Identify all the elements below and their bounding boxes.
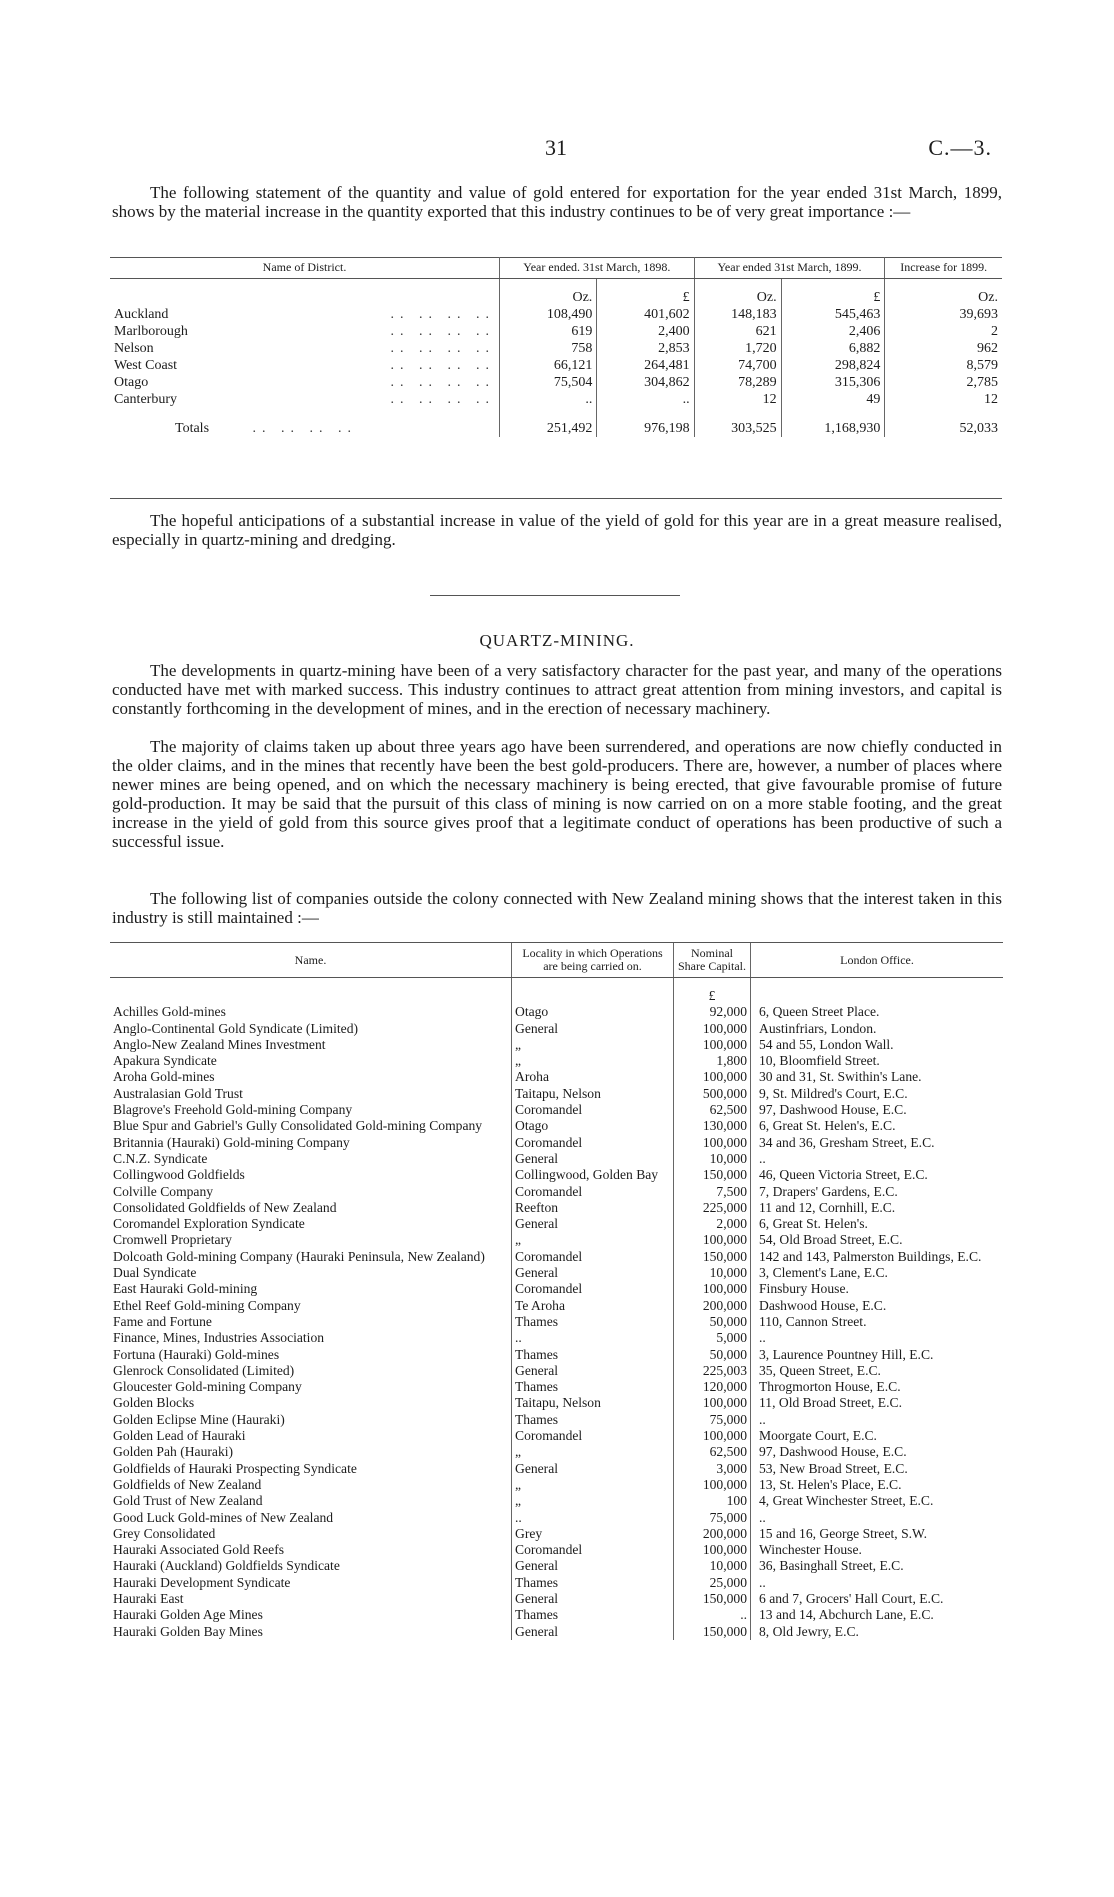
body-paragraph: The following list of companies outside the colony connected with New Zealand mining shows that the interest taken in this industry is still maintained :—	[112, 889, 1002, 927]
company-capital: 500,000	[674, 1086, 751, 1102]
company-locality: Coromandel	[512, 1184, 674, 1200]
company-locality: Te Aroha	[512, 1298, 674, 1314]
company-name: Anglo-New Zealand Mines Investment	[113, 1036, 326, 1052]
value-cell: 2,406	[781, 323, 885, 340]
company-office: 53, New Broad Street, E.C.	[751, 1461, 1004, 1477]
company-name: Anglo-Continental Gold Syndicate (Limited)	[113, 1020, 359, 1036]
value-cell: 78,289	[694, 374, 781, 391]
company-locality: General	[512, 1021, 674, 1037]
total-oz-1899: 303,525	[694, 408, 781, 437]
table-row	[110, 1477, 1003, 1493]
hopeful-paragraph: The hopeful anticipations of a substantial increase in value of the yield of gold for this year are in a great measure realised, especially in quartz-mining and dredging.	[112, 511, 1002, 549]
unit-oz: Oz.	[500, 289, 597, 306]
company-office: 8, Old Jewry, E.C.	[751, 1624, 1004, 1640]
table-row	[110, 1167, 1003, 1183]
company-locality: Coromandel	[512, 1249, 674, 1265]
company-locality: General	[512, 1558, 674, 1574]
company-office: 6, Great St. Helen's, E.C.	[751, 1118, 1004, 1134]
company-capital: 50,000	[674, 1347, 751, 1363]
company-office: 11, Old Broad Street, E.C.	[751, 1395, 1004, 1411]
leader-dots: .. .. .. ..	[390, 375, 495, 390]
company-name: Hauraki Associated Gold Reefs	[113, 1542, 285, 1558]
company-capital: 1,800	[674, 1053, 751, 1069]
table-row	[110, 1118, 1003, 1134]
company-capital: 62,500	[674, 1102, 751, 1118]
district-cell	[110, 391, 500, 408]
district-cell	[110, 357, 500, 374]
value-cell: 66,121	[500, 357, 597, 374]
table-row	[110, 1363, 1003, 1379]
table-row	[110, 340, 1002, 357]
company-capital: ..	[674, 1607, 751, 1623]
table-row	[110, 1249, 1003, 1265]
district-cell	[110, 374, 500, 391]
company-office: 30 and 31, St. Swithin's Lane.	[751, 1069, 1004, 1085]
company-office: ..	[751, 1330, 1004, 1346]
company-capital: 3,000	[674, 1461, 751, 1477]
table-row	[110, 374, 1002, 391]
column-header-increase: Increase for 1899.	[885, 257, 1002, 279]
body-paragraph: The developments in quartz-mining have been of a very satisfactory character for the past year, and many of the operations conducted have met with marked success. This industry continues to attract great attention from mining investors, and capital is constantly forthcoming in the development of mines, and in the erection of necessary machinery.	[112, 661, 1002, 718]
table-row	[110, 1624, 1003, 1640]
value-cell: 2,785	[885, 374, 1002, 391]
total-increase: 52,033	[885, 408, 1002, 437]
company-name: Goldfields of Hauraki Prospecting Syndicate	[113, 1460, 357, 1476]
table-row	[110, 1510, 1003, 1526]
company-name: Collingwood Goldfields	[113, 1167, 245, 1183]
table-row	[110, 1232, 1003, 1248]
company-capital: 150,000	[674, 1591, 751, 1607]
table-row	[110, 1265, 1003, 1281]
value-cell: 12	[694, 391, 781, 408]
value-cell: 2,853	[597, 340, 694, 357]
table-row	[110, 1216, 1003, 1232]
units-row	[110, 289, 1002, 306]
column-header-locality: Locality in which Operations are being carried on.	[512, 943, 674, 978]
company-office: Winchester House.	[751, 1542, 1004, 1558]
company-name: Gloucester Gold-mining Company	[113, 1379, 302, 1395]
company-locality: General	[512, 1591, 674, 1607]
value-cell: 75,504	[500, 374, 597, 391]
company-name: Golden Pah (Hauraki)	[113, 1444, 234, 1460]
leader-dots: .. .. .. ..	[390, 341, 495, 356]
table-row	[110, 1558, 1003, 1574]
company-office: 10, Bloomfield Street.	[751, 1053, 1004, 1069]
value-cell: 962	[885, 340, 1002, 357]
company-locality: „	[512, 1232, 674, 1248]
company-capital: 10,000	[674, 1558, 751, 1574]
company-office: 54 and 55, London Wall.	[751, 1037, 1004, 1053]
company-locality: Coromandel	[512, 1542, 674, 1558]
company-locality: Otago	[512, 1004, 674, 1020]
company-office: Finsbury House.	[751, 1281, 1004, 1297]
table-row	[110, 1298, 1003, 1314]
body-paragraph: The majority of claims taken up about three years ago have been surrendered, and operations are now chiefly conducted in the older claims, and in the mines that recently have been the best gold-producers. There are, however, a number of places where newer mines are being opened, and on which the necessary machinery is being erected, that give favourable promise of future gold-production. It may be said that the pursuit of this class of mining is now carried on on a more stable footing, and the great increase in the yield of gold from this source gives proof that a legitimate conduct of operations has been productive of such a successful issue.	[112, 737, 1002, 851]
district-name: West Coast	[114, 358, 178, 373]
unit-pound: £	[781, 289, 885, 306]
value-cell: 315,306	[781, 374, 885, 391]
company-capital: 200,000	[674, 1526, 751, 1542]
company-locality: Coromandel	[512, 1102, 674, 1118]
district-name: Nelson	[114, 341, 154, 356]
company-office: 13, St. Helen's Place, E.C.	[751, 1477, 1004, 1493]
company-name: Dolcoath Gold-mining Company (Hauraki Peninsula, New Zealand)	[113, 1248, 485, 1264]
table-row	[110, 306, 1002, 323]
table-row	[110, 1493, 1003, 1509]
company-locality: „	[512, 1037, 674, 1053]
table-row	[110, 1102, 1003, 1118]
company-office: 9, St. Mildred's Court, E.C.	[751, 1086, 1004, 1102]
company-capital: 225,003	[674, 1363, 751, 1379]
table-row	[110, 1575, 1003, 1591]
company-capital: 100	[674, 1493, 751, 1509]
company-locality: Thames	[512, 1379, 674, 1395]
company-name: Hauraki (Auckland) Goldfields Syndicate	[113, 1558, 340, 1574]
company-name: Finance, Mines, Industries Association	[113, 1330, 325, 1346]
table-row	[110, 357, 1002, 374]
company-capital: 150,000	[674, 1624, 751, 1640]
total-oz-1898: 251,492	[500, 408, 597, 437]
company-capital: 100,000	[674, 1281, 751, 1297]
section-divider	[430, 595, 680, 596]
company-locality: Coromandel	[512, 1428, 674, 1444]
value-cell: 74,700	[694, 357, 781, 374]
company-office: ..	[751, 1575, 1004, 1591]
company-name: Ethel Reef Gold-mining Company	[113, 1297, 301, 1313]
company-name: Hauraki Golden Age Mines	[113, 1607, 263, 1623]
totals-row: Totals .. .. .. .. 251,492 976,198 303,525 1,168,930 52,033	[110, 408, 1002, 437]
company-name: Fortuna (Hauraki) Gold-mines	[113, 1346, 280, 1362]
company-office: 97, Dashwood House, E.C.	[751, 1444, 1004, 1460]
company-name: Blagrove's Freehold Gold-mining Company	[113, 1102, 353, 1118]
company-capital: 100,000	[674, 1542, 751, 1558]
unit-oz: Oz.	[885, 289, 1002, 306]
company-capital: 130,000	[674, 1118, 751, 1134]
company-capital: 10,000	[674, 1151, 751, 1167]
company-office: 36, Basinghall Street, E.C.	[751, 1558, 1004, 1574]
company-office: 110, Cannon Street.	[751, 1314, 1004, 1330]
leader-dots: .. .. .. ..	[390, 358, 495, 373]
company-locality: Thames	[512, 1412, 674, 1428]
district-cell	[110, 323, 500, 340]
page-reference: C.—3.	[928, 135, 992, 160]
company-capital: 150,000	[674, 1249, 751, 1265]
company-capital: 5,000	[674, 1330, 751, 1346]
district-name: Marlborough	[114, 324, 188, 339]
company-locality: Taitapu, Nelson	[512, 1086, 674, 1102]
company-locality: Reefton	[512, 1200, 674, 1216]
company-locality: Aroha	[512, 1069, 674, 1085]
table-row	[110, 1347, 1003, 1363]
company-name: Coromandel Exploration Syndicate	[113, 1216, 305, 1232]
column-header-district: Name of District.	[110, 257, 500, 279]
value-cell: 545,463	[781, 306, 885, 323]
company-office: 6, Queen Street Place.	[751, 1004, 1004, 1020]
table-row	[110, 1412, 1003, 1428]
company-name: Golden Blocks	[113, 1395, 195, 1411]
company-office: 6, Great St. Helen's.	[751, 1216, 1004, 1232]
company-office: Dashwood House, E.C.	[751, 1298, 1004, 1314]
table-row	[110, 1428, 1003, 1444]
table-row	[110, 323, 1002, 340]
value-cell: 108,490	[500, 306, 597, 323]
value-cell: ..	[500, 391, 597, 408]
company-locality: Collingwood, Golden Bay	[512, 1167, 674, 1183]
capital-unit-row	[110, 988, 1003, 1004]
company-capital: 100,000	[674, 1428, 751, 1444]
leader-dots: .. .. .. ..	[390, 392, 495, 407]
value-cell: 298,824	[781, 357, 885, 374]
company-capital: 25,000	[674, 1575, 751, 1591]
company-locality: Otago	[512, 1118, 674, 1134]
table-row	[110, 1053, 1003, 1069]
company-locality: Thames	[512, 1575, 674, 1591]
company-locality: Grey	[512, 1526, 674, 1542]
company-capital: 100,000	[674, 1477, 751, 1493]
company-office: 15 and 16, George Street, S.W.	[751, 1526, 1004, 1542]
table-bottom-rule	[110, 498, 1002, 499]
company-capital: 100,000	[674, 1232, 751, 1248]
table-row	[110, 1461, 1003, 1477]
value-cell: 6,882	[781, 340, 885, 357]
company-locality: Thames	[512, 1347, 674, 1363]
table-row	[110, 1607, 1003, 1623]
column-header-name: Name.	[110, 943, 512, 978]
value-cell: 619	[500, 323, 597, 340]
company-capital: 150,000	[674, 1167, 751, 1183]
company-capital: 120,000	[674, 1379, 751, 1395]
company-office: 3, Clement's Lane, E.C.	[751, 1265, 1004, 1281]
page-number: 31	[545, 135, 567, 160]
company-office: 97, Dashwood House, E.C.	[751, 1102, 1004, 1118]
company-name: Colville Company	[113, 1183, 214, 1199]
value-cell: 2	[885, 323, 1002, 340]
table-row	[110, 1021, 1003, 1037]
company-office: 46, Queen Victoria Street, E.C.	[751, 1167, 1004, 1183]
company-capital: 100,000	[674, 1069, 751, 1085]
table-row	[110, 1542, 1003, 1558]
company-name: Apakura Syndicate	[113, 1053, 217, 1069]
column-header-1898: Year ended. 31st March, 1898.	[500, 257, 695, 279]
company-name: Britannia (Hauraki) Gold-mining Company	[113, 1134, 350, 1150]
table-row	[110, 1281, 1003, 1297]
total-value-1898: 976,198	[597, 408, 694, 437]
company-office: 11 and 12, Cornhill, E.C.	[751, 1200, 1004, 1216]
company-locality: General	[512, 1265, 674, 1281]
value-cell: 39,693	[885, 306, 1002, 323]
district-name: Canterbury	[114, 392, 177, 407]
company-office: 4, Great Winchester Street, E.C.	[751, 1493, 1004, 1509]
company-name: Goldfields of New Zealand	[113, 1476, 262, 1492]
company-office: 54, Old Broad Street, E.C.	[751, 1232, 1004, 1248]
value-cell: 8,579	[885, 357, 1002, 374]
company-locality: „	[512, 1493, 674, 1509]
table-row	[110, 1086, 1003, 1102]
table-row	[110, 1444, 1003, 1460]
company-locality: General	[512, 1624, 674, 1640]
table-row	[110, 1037, 1003, 1053]
company-name: Aroha Gold-mines	[113, 1069, 215, 1085]
company-locality: General	[512, 1151, 674, 1167]
totals-label: Totals	[175, 421, 210, 436]
company-capital: 100,000	[674, 1395, 751, 1411]
district-name: Otago	[114, 375, 149, 390]
company-office: ..	[751, 1151, 1004, 1167]
value-cell: ..	[597, 391, 694, 408]
value-cell: 12	[885, 391, 1002, 408]
intro-paragraph: The following statement of the quantity and value of gold entered for exportation for the year ended 31st March, 1899, shows by the material increase in the quantity exported that this industry continues to be of very great importance :—	[112, 183, 1002, 221]
company-locality: Taitapu, Nelson	[512, 1395, 674, 1411]
company-locality: Thames	[512, 1314, 674, 1330]
company-capital: 225,000	[674, 1200, 751, 1216]
company-office: 142 and 143, Palmerston Buildings, E.C.	[751, 1249, 1004, 1265]
company-name: Blue Spur and Gabriel's Gully Consolidated Gold-mining Company	[113, 1118, 483, 1134]
company-locality: ..	[512, 1330, 674, 1346]
company-capital: 50,000	[674, 1314, 751, 1330]
company-office: Moorgate Court, E.C.	[751, 1428, 1004, 1444]
table-row	[110, 1151, 1003, 1167]
company-locality: ..	[512, 1510, 674, 1526]
table-row	[110, 1330, 1003, 1346]
company-office: 13 and 14, Abchurch Lane, E.C.	[751, 1607, 1004, 1623]
company-locality: General	[512, 1216, 674, 1232]
company-name: East Hauraki Gold-mining	[113, 1281, 258, 1297]
company-office: ..	[751, 1510, 1004, 1526]
value-cell: 264,481	[597, 357, 694, 374]
company-office: 3, Laurence Pountney Hill, E.C.	[751, 1347, 1004, 1363]
table-row	[110, 1314, 1003, 1330]
company-name: Gold Trust of New Zealand	[113, 1493, 263, 1509]
company-capital: 100,000	[674, 1135, 751, 1151]
company-name: C.N.Z. Syndicate	[113, 1150, 208, 1166]
table-row	[110, 391, 1002, 408]
leader-dots: .. .. .. ..	[390, 307, 495, 322]
company-capital: 200,000	[674, 1298, 751, 1314]
value-cell: 1,720	[694, 340, 781, 357]
table-row	[110, 1004, 1003, 1020]
leader-dots: .. .. .. ..	[390, 324, 495, 339]
company-name: Achilles Gold-mines	[113, 1004, 226, 1020]
company-capital: 92,000	[674, 1004, 751, 1020]
company-locality: Thames	[512, 1607, 674, 1623]
company-office: Throgmorton House, E.C.	[751, 1379, 1004, 1395]
capital-unit: £	[674, 988, 751, 1004]
company-name: Fame and Fortune	[113, 1313, 212, 1329]
company-name: Consolidated Goldfields of New Zealand	[113, 1199, 337, 1215]
column-header-1899: Year ended 31st March, 1899.	[694, 257, 885, 279]
table-row	[110, 1135, 1003, 1151]
company-office: 35, Queen Street, E.C.	[751, 1363, 1004, 1379]
value-cell: 758	[500, 340, 597, 357]
company-capital: 62,500	[674, 1444, 751, 1460]
district-cell	[110, 306, 500, 323]
table-row	[110, 1184, 1003, 1200]
company-capital: 7,500	[674, 1184, 751, 1200]
company-capital: 75,000	[674, 1412, 751, 1428]
company-office: 7, Drapers' Gardens, E.C.	[751, 1184, 1004, 1200]
company-office: Austinfriars, London.	[751, 1021, 1004, 1037]
value-cell: 2,400	[597, 323, 694, 340]
company-capital: 75,000	[674, 1510, 751, 1526]
table-row	[110, 1526, 1003, 1542]
company-name: Dual Syndicate	[113, 1265, 197, 1281]
company-capital: 10,000	[674, 1265, 751, 1281]
company-name: Hauraki East	[113, 1590, 184, 1606]
company-locality: Coromandel	[512, 1281, 674, 1297]
company-locality: Coromandel	[512, 1135, 674, 1151]
value-cell: 401,602	[597, 306, 694, 323]
section-heading: QUARTZ-MINING.	[479, 631, 635, 650]
value-cell: 621	[694, 323, 781, 340]
company-name: Cromwell Proprietary	[113, 1232, 232, 1248]
company-office: 6 and 7, Grocers' Hall Court, E.C.	[751, 1591, 1004, 1607]
company-locality: „	[512, 1444, 674, 1460]
district-cell	[110, 340, 500, 357]
value-cell: 49	[781, 391, 885, 408]
company-name: Good Luck Gold-mines of New Zealand	[113, 1509, 334, 1525]
company-capital: 100,000	[674, 1021, 751, 1037]
company-office: ..	[751, 1412, 1004, 1428]
column-header-office: London Office.	[751, 943, 1004, 978]
company-locality: General	[512, 1461, 674, 1477]
gold-export-table	[110, 257, 1002, 437]
table-row	[110, 1379, 1003, 1395]
company-locality: General	[512, 1363, 674, 1379]
total-value-1899: 1,168,930	[781, 408, 885, 437]
unit-oz: Oz.	[694, 289, 781, 306]
table-row	[110, 1069, 1003, 1085]
company-office: 34 and 36, Gresham Street, E.C.	[751, 1135, 1004, 1151]
table-row	[110, 1200, 1003, 1216]
table-row	[110, 1591, 1003, 1607]
company-name: Golden Eclipse Mine (Hauraki)	[113, 1411, 285, 1427]
company-capital: 100,000	[674, 1037, 751, 1053]
company-name: Hauraki Development Syndicate	[113, 1574, 291, 1590]
company-name: Australasian Gold Trust	[113, 1085, 243, 1101]
company-capital: 2,000	[674, 1216, 751, 1232]
company-name: Hauraki Golden Bay Mines	[113, 1623, 263, 1639]
company-name: Golden Lead of Hauraki	[113, 1428, 246, 1444]
companies-table	[110, 942, 1003, 1640]
company-name: Glenrock Consolidated (Limited)	[113, 1362, 295, 1378]
company-locality: „	[512, 1477, 674, 1493]
company-name: Grey Consolidated	[113, 1525, 216, 1541]
company-locality: „	[512, 1053, 674, 1069]
value-cell: 148,183	[694, 306, 781, 323]
district-name: Auckland	[114, 307, 169, 322]
table-row	[110, 1395, 1003, 1411]
value-cell: 304,862	[597, 374, 694, 391]
column-header-capital: Nominal Share Capital.	[674, 943, 751, 978]
unit-pound: £	[597, 289, 694, 306]
